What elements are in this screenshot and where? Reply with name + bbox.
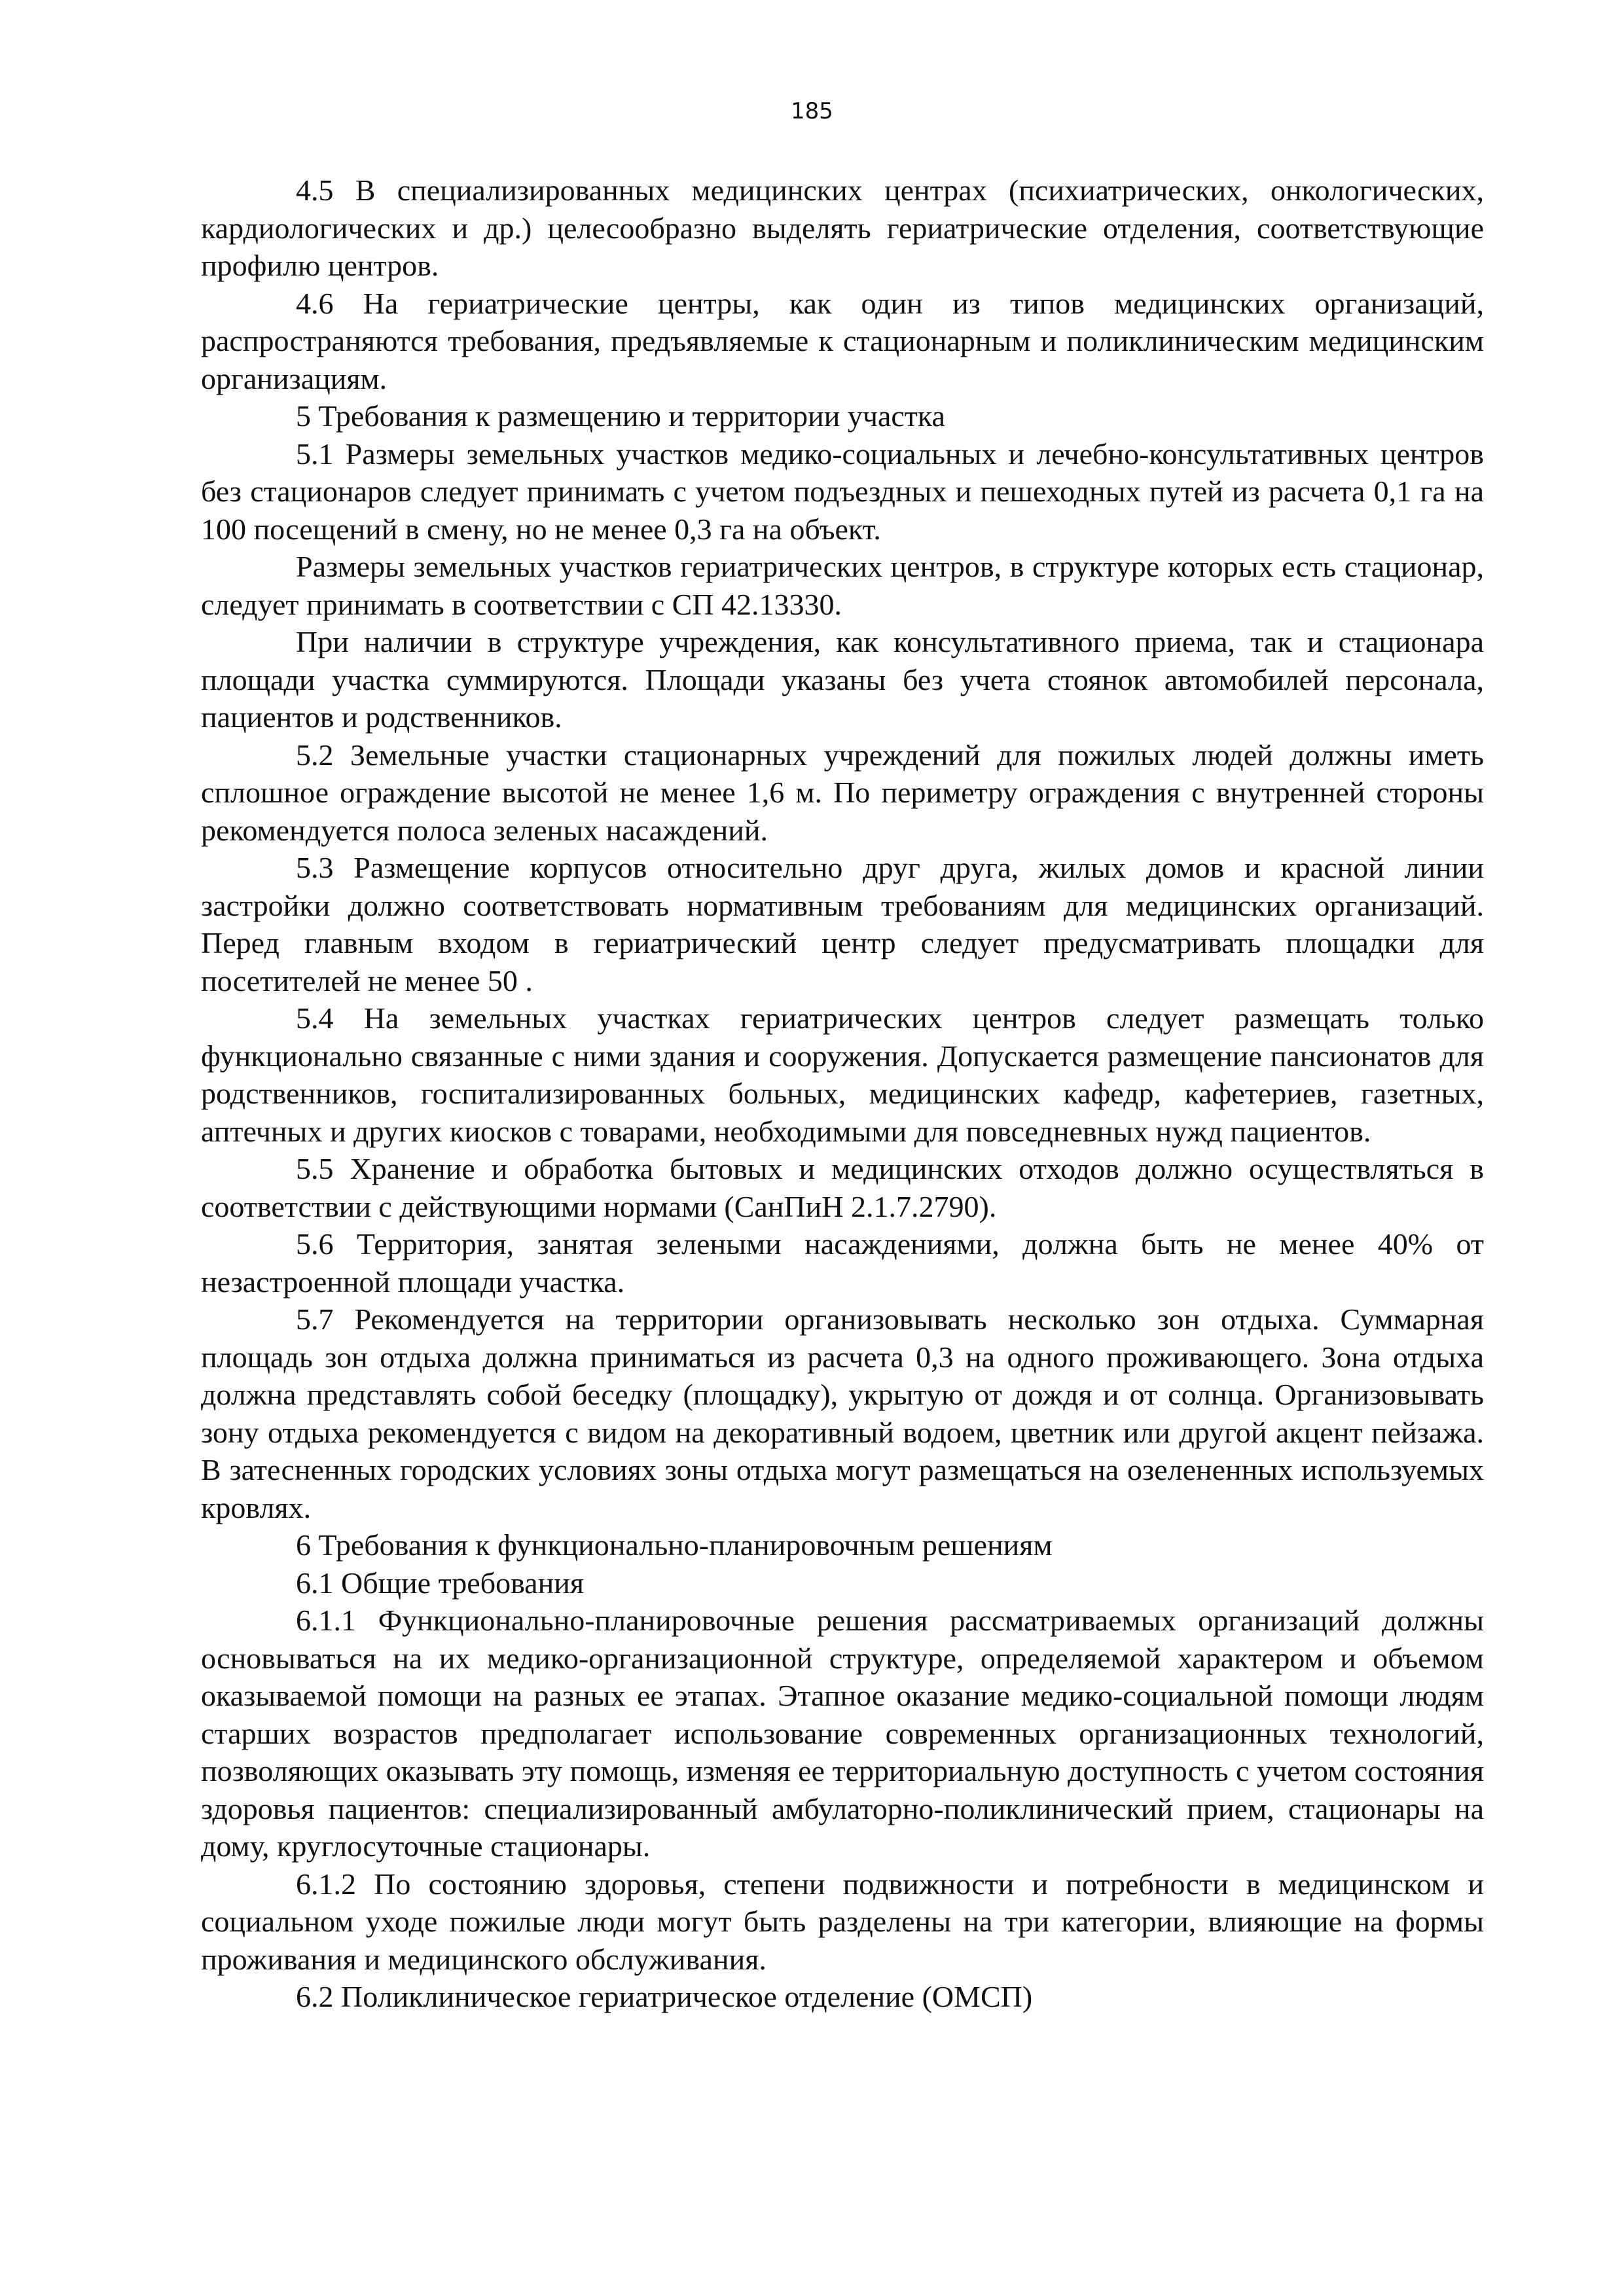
document-body: [201, 171, 1484, 2016]
paragraph-5-6: 5.6 Территория, занятая зелеными насаждениями, должна быть не менее 40% от незастроенной площади участка.: [201, 1227, 1484, 1299]
paragraph-5-5: 5.5 Хранение и обработка бытовых и медицинских отходов должно осуществляться в соответствии с действующими нормами (СанПиН 2.1.7.2790).: [201, 1152, 1484, 1223]
paragraph-5-4: 5.4 На земельных участках гериатрических центров следует размещать только функционально связанные с ними здания и сооружения. Допускается размещение пансионатов для родственников, госпитализированных больных, медицинских кафедр, кафетериев, газетных, аптечных и других киосков с товарами, необходимыми для повседневных нужд пациентов.: [201, 1001, 1484, 1148]
subsection-heading-6-2: 6.2 Поликлиническое гериатрическое отделение (ОМСП): [296, 1980, 1033, 2013]
paragraph-geriatric-plot-sizes: Размеры земельных участков гериатрических центров, в структуре которых есть стационар, следует принимать в соответствии с СП 42.13330.: [201, 550, 1484, 621]
paragraph-4-5: 4.5 В специализированных медицинских центрах (психиатрических, онкологических, кардиологических и др.) целесообразно выделять гериатрические отделения, соответствующие профилю центров.: [201, 173, 1484, 282]
paragraph-5-1: 5.1 Размеры земельных участков медико-социальных и лечебно-консультативных центров без стационаров следует принимать с учетом подъездных и пешеходных путей из расчета 0,1 га на 100 посещений в смену, но не менее 0,3 га на объект.: [201, 437, 1484, 546]
paragraph-5-7: 5.7 Рекомендуется на территории организовывать несколько зон отдыха. Суммарная площадь зон отдыха должна приниматься из расчета 0,3 на одного проживающего. Зона отдыха должна представлять собой беседку (площадку), укрытую от дождя и от солнца. Организовывать зону отдыха рекомендуется с видом на декоративный водоем, цветник или другой акцент пейзажа. В затесненных городских условиях зоны отдыха могут размещаться на озелененных используемых кровлях.: [201, 1302, 1484, 1524]
paragraph-6-1-1: 6.1.1 Функционально-планировочные решения рассматриваемых организаций должны основываться на их медико-организационной структуре, определяемой характером и объемом оказываемой помощи на разных ее этапах. Этапное оказание медико-социальной помощи людям старших возрастов предполагает использование современных организационных технологий, позволяющих оказывать эту помощь, изменяя ее территориальную доступность с учетом состояния здоровья пациентов: специализированный амбулаторно-поликлинический прием, стационары на дому, круглосуточные стационары.: [201, 1604, 1484, 1863]
section-heading-5: 5 Требования к размещению и территории участка: [296, 399, 945, 433]
paragraph-4-6: 4.6 На гериатрические центры, как один из типов медицинских организаций, распространяются требования, предъявляемые к стационарным и поликлиническим медицинским организациям.: [201, 286, 1484, 395]
paragraph-6-1-2: 6.1.2 По состоянию здоровья, степени подвижности и потребности в медицинском и социальном уходе пожилые люди могут быть разделены на три категории, влияющие на формы проживания и медицинского обслуживания.: [201, 1867, 1484, 1976]
section-heading-6: 6 Требования к функционально-планировочным решениям: [296, 1528, 1053, 1562]
paragraph-5-3: 5.3 Размещение корпусов относительно друг друга, жилых домов и красной линии застройки должно соответствовать нормативным требованиям для медицинских организаций. Перед главным входом в гериатрический центр следует предусматривать площадки для посетителей не менее 50 .: [201, 851, 1484, 997]
page-number: 185: [791, 98, 833, 124]
subsection-heading-6-1: 6.1 Общие требования: [296, 1566, 584, 1600]
paragraph-5-2: 5.2 Земельные участки стационарных учреждений для пожилых людей должны иметь сплошное ограждение высотой не менее 1,6 м. По периметру ограждения с внутренней стороны рекомендуется полоса зеленых насаждений.: [201, 738, 1484, 847]
paragraph-combined-areas: При наличии в структуре учреждения, как консультативного приема, так и стационара площади участка суммируются. Площади указаны без учета стоянок автомобилей персонала, пациентов и родственников.: [201, 625, 1484, 734]
